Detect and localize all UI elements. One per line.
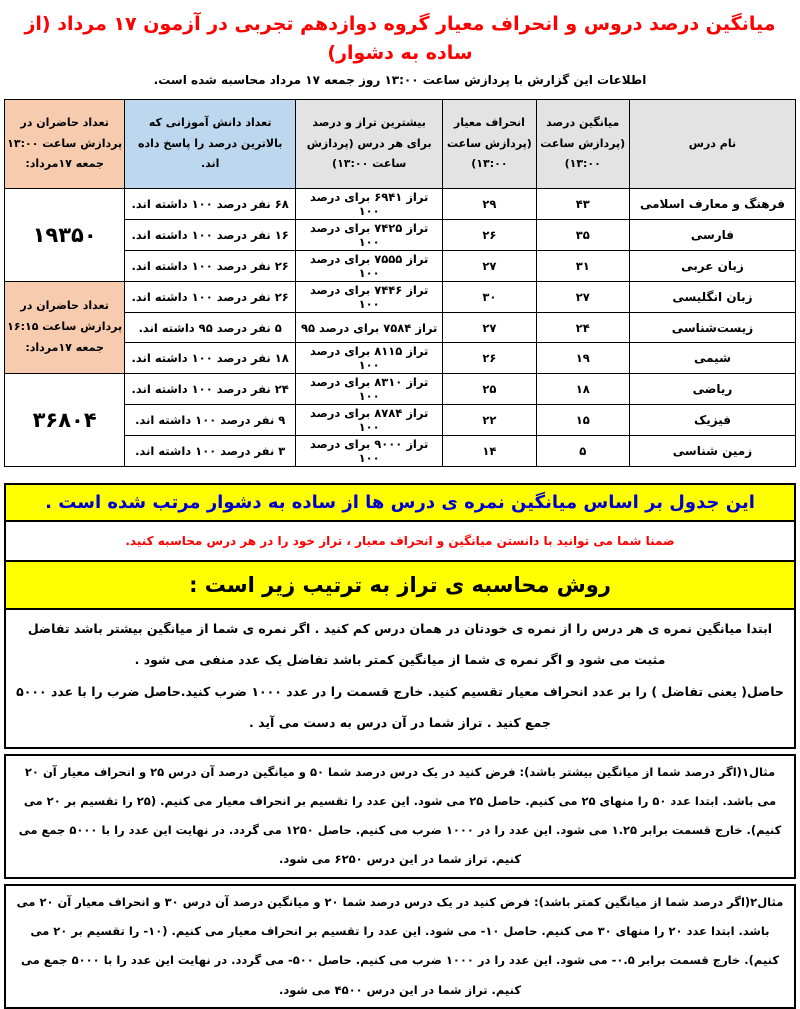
top-count: ۶۸ نفر درصد ۱۰۰ داشته اند.: [125, 189, 296, 220]
std-deviation: ۲۵: [443, 374, 536, 405]
table-row: [5, 189, 796, 220]
header-attendees-1300: تعداد حاضران در پردازش ساعت ۱۳:۰۰ جمعه ۱۷مرداد:: [5, 100, 125, 189]
course-name: فیزیک: [629, 405, 795, 436]
std-deviation: ۳۰: [443, 282, 536, 313]
table-header-row: [5, 100, 796, 189]
mean-percent: ۳۱: [536, 251, 629, 282]
top-score: تراز ۷۵۸۴ برای درصد ۹۵: [296, 313, 443, 343]
header-top-score: بیشترین تراز و درصد برای هر درس (پردازش ساعت ۱۳:۰۰): [296, 100, 443, 189]
mean-percent: ۳۵: [536, 220, 629, 251]
mean-percent: ۴۳: [536, 189, 629, 220]
std-deviation: ۲۶: [443, 343, 536, 374]
course-name: ریاضی: [629, 374, 795, 405]
mean-percent: ۵: [536, 436, 629, 467]
top-score: تراز ۸۱۱۵ برای درصد ۱۰۰: [296, 343, 443, 374]
header-mean-percent: میانگین درصد (پردازش ساعت ۱۳:۰۰): [536, 100, 629, 189]
course-name: فارسی: [629, 220, 795, 251]
top-count: ۵ نفر درصد ۹۵ داشته اند.: [125, 313, 296, 343]
page-subtitle: اطلاعات این گزارش با پردازش ساعت ۱۳:۰۰ روز جمعه ۱۷ مرداد محاسبه شده است.: [153, 73, 647, 87]
std-deviation: ۱۴: [443, 436, 536, 467]
std-deviation: ۲۷: [443, 313, 536, 343]
top-count: ۲۶ نفر درصد ۱۰۰ داشته اند.: [125, 251, 296, 282]
calc-note: ضمنا شما می توانید با دانستن میانگین و انحراف معیار ، تراز خود را در هر درس محاسبه کنید.: [6, 522, 794, 562]
method-description: [6, 610, 794, 747]
mean-percent: ۲۴: [536, 313, 629, 343]
top-score: تراز ۷۴۴۶ برای درصد ۱۰۰: [296, 282, 443, 313]
method-paragraph-2: حاصل( یعنی تفاضل ) را بر عدد انحراف معیار تقسیم کنید. خارج قسمت را در عدد ۱۰۰۰ ضرب کنید.حاصل ضرب را با عدد ۵۰۰۰ جمع کنید . تراز شما در آن درس به دست می آید .: [16, 684, 784, 730]
course-name: زیست‌شناسی: [629, 313, 795, 343]
top-count: ۳ نفر درصد ۱۰۰ داشته اند.: [125, 436, 296, 467]
std-deviation: ۲۶: [443, 220, 536, 251]
header-std-deviation: انحراف معیار (پردازش ساعت ۱۳:۰۰): [443, 100, 536, 189]
sorted-note-banner: این جدول بر اساس میانگین نمره ی درس ها از ساده به دشوار مرتب شده است .: [6, 485, 794, 522]
top-score: تراز ۷۴۲۵ برای درصد ۱۰۰: [296, 220, 443, 251]
attendees-1615-value: ۳۶۸۰۴: [5, 374, 125, 467]
method-title-banner: روش محاسبه ی تراز به ترتیب زیر است :: [6, 562, 794, 610]
top-count: ۹ نفر درصد ۱۰۰ داشته اند.: [125, 405, 296, 436]
attendees-1615-label: تعداد حاضران در پردازش ساعت ۱۶:۱۵ جمعه ۱۷مرداد:: [5, 282, 125, 374]
std-deviation: ۲۹: [443, 189, 536, 220]
top-score: تراز ۸۷۸۴ برای درصد ۱۰۰: [296, 405, 443, 436]
mean-percent: ۲۷: [536, 282, 629, 313]
mean-percent: ۱۸: [536, 374, 629, 405]
notes-box: [4, 483, 796, 749]
course-name: زبان عربی: [629, 251, 795, 282]
top-count: ۱۸ نفر درصد ۱۰۰ داشته اند.: [125, 343, 296, 374]
std-deviation: ۲۷: [443, 251, 536, 282]
example-2-box: مثال۲(اگر درصد شما از میانگین کمتر باشد): فرض کنید در یک درس درصد شما ۲۰ و میانگین درصد آن درس ۳۰ و انحراف معیار آن ۲۰ می باشد. ابتدا عدد ۲۰ را منهای ۳۰ می کنیم. حاصل ۱۰- می شود. این عدد را تقسیم بر انحراف معیار می کنیم. (۱۰- را تقسیم بر ۲۰ می کنیم). خارج قسمت برابر ۰.۵- می شود. این عدد را در ۱۰۰۰ ضرب می کنیم. حاصل ۵۰۰- می گردد. در نهایت این عدد را با ۵۰۰۰ جمع می کنیم. تراز شما در این درس ۴۵۰۰ می شود.: [4, 884, 796, 1009]
header-top-count: تعداد دانش آموزانی که بالاترین درصد را پاسخ داده اند.: [125, 100, 296, 189]
example-1-box: مثال۱(اگر درصد شما از میانگین بیشتر باشد): فرض کنید در یک درس درصد شما ۵۰ و میانگین درصد آن درس ۲۵ و انحراف معیار آن ۲۰ می باشد. ابتدا عدد ۵۰ را منهای ۲۵ می کنیم. حاصل ۲۵ می شود. این عدد را تقسیم بر انحراف معیار می کنیم. (۲۵ را تقسیم بر ۲۰ می کنیم). خارج قسمت برابر ۱.۲۵ می شود. این عدد را در ۱۰۰۰ ضرب می کنیم. حاصل ۱۲۵۰ می گردد. در نهایت این عدد را با ۵۰۰۰ جمع می کنیم. تراز شما در این درس ۶۲۵۰ می شود.: [4, 754, 796, 879]
mean-percent: ۱۹: [536, 343, 629, 374]
top-count: ۲۶ نفر درصد ۱۰۰ داشته اند.: [125, 282, 296, 313]
top-count: ۲۴ نفر درصد ۱۰۰ داشته اند.: [125, 374, 296, 405]
top-score: تراز ۹۰۰۰ برای درصد ۱۰۰: [296, 436, 443, 467]
top-count: ۱۶ نفر درصد ۱۰۰ داشته اند.: [125, 220, 296, 251]
std-deviation: ۲۲: [443, 405, 536, 436]
course-name: شیمی: [629, 343, 795, 374]
top-score: تراز ۷۵۵۵ برای درصد ۱۰۰: [296, 251, 443, 282]
course-name: زبان انگلیسی: [629, 282, 795, 313]
top-score: تراز ۸۳۱۰ برای درصد ۱۰۰: [296, 374, 443, 405]
course-name: زمین شناسی: [629, 436, 795, 467]
method-paragraph-1: ابتدا میانگین نمره ی هر درس را از نمره ی خودتان در همان درس کم کنید . اگر نمره ی شما از میانگین بیشتر باشد تفاضل مثبت می شود و اگر نمره ی شما از میانگین کمتر باشد تفاضل یک عدد منفی می شود .: [27, 621, 773, 667]
table-row: [5, 374, 796, 405]
page-title: میانگین درصد دروس و انحراف معیار گروه دوازدهم تجربی در آزمون ۱۷ مرداد (از ساده به دشوار): [24, 13, 776, 64]
table-row: [5, 282, 796, 313]
header-course-name: نام درس: [629, 100, 795, 189]
course-name: فرهنگ و معارف اسلامی: [629, 189, 795, 220]
scores-table: [4, 99, 796, 467]
attendees-1300-value: ۱۹۳۵۰: [5, 189, 125, 282]
top-score: تراز ۶۹۴۱ برای درصد ۱۰۰: [296, 189, 443, 220]
mean-percent: ۱۵: [536, 405, 629, 436]
